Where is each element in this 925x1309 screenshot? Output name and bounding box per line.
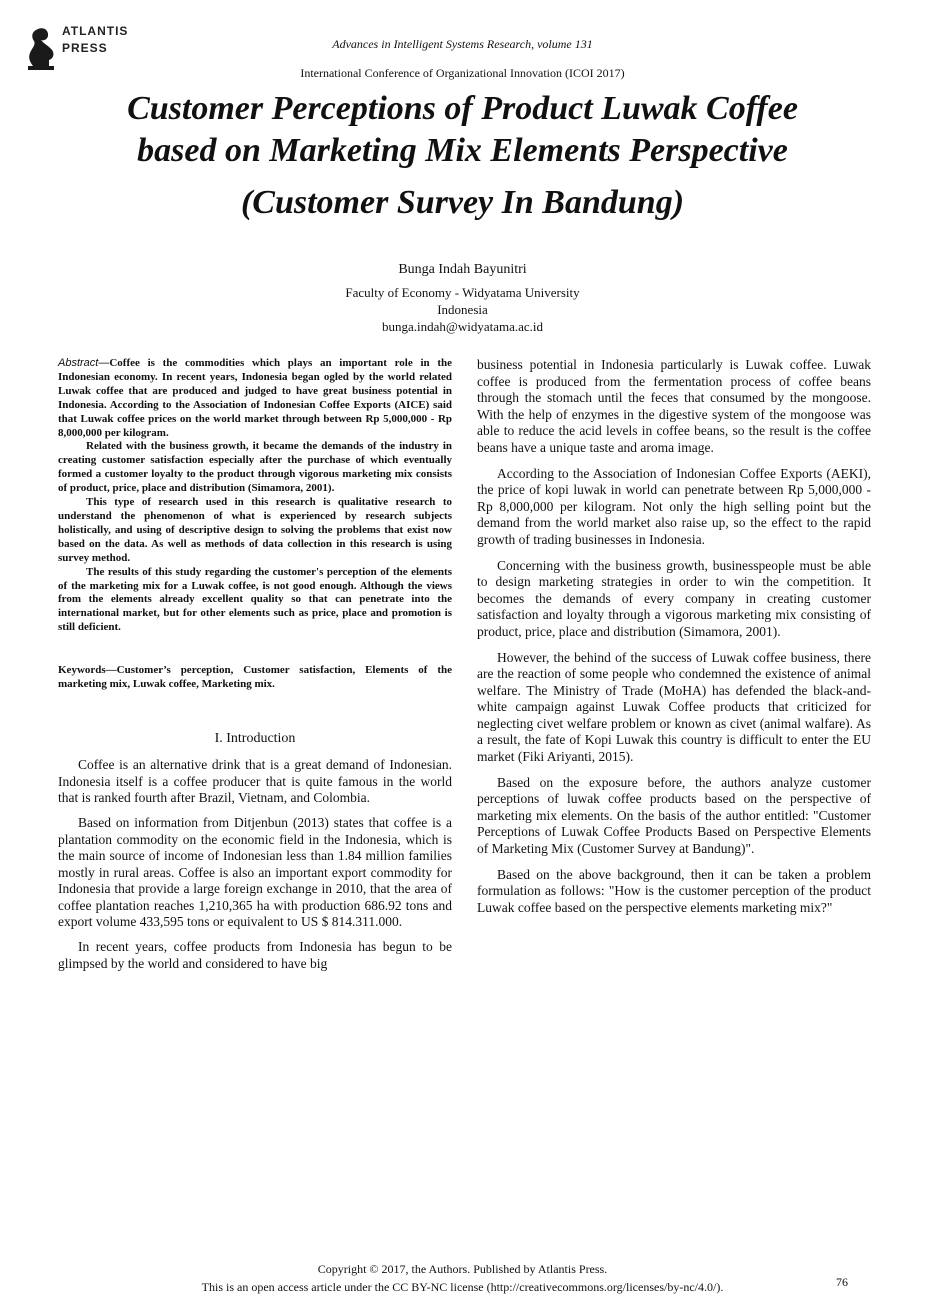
series-title: Advances in Intelligent Systems Research, volume 131	[332, 37, 593, 51]
right-paragraph-1: business potential in Indonesia particularly is Luwak coffee. Luwak coffee is produced from the fermentation process of coffee beans through the stomach until the feces that consumed by the mongoose. With the help of enzymes in the digestive system of the mongoose was able to reduce the acid levels in coffee beans, so the result is the coffee beans have a unique taste and aroma image.	[477, 357, 871, 455]
intro-paragraph-2: Based on information from Ditjenbun (2013) states that coffee is a plantation commodity on the economic field in the Indonesia, which is the main source of income of Indonesian less than 1.84 million families mostly in rural areas. Coffee is also an important export commodity for Indonesia that provide a large foreign exchange in 2010, that the area of coffee plantation reaches 1,210,365 ha with production 686.92 tons and export volume 433,595 tons or equivalent to US $ 814.311.000.	[58, 814, 452, 930]
logo-text-press: PRESS	[62, 41, 108, 55]
title-line-2: based on Marketing Mix Elements Perspective	[137, 132, 788, 169]
conference-name: International Conference of Organizational Innovation (ICOI 2017)	[300, 66, 625, 80]
title-line-1: Customer Perceptions of Product Luwak Coffee	[127, 90, 798, 127]
left-column	[58, 357, 452, 980]
abstract	[58, 357, 452, 635]
title-line-3: (Customer Survey In Bandung)	[240, 184, 685, 221]
author-name: Bunga Indah Bayunitri	[398, 262, 527, 277]
author-faculty: Faculty of Economy - Widyatama University	[345, 285, 580, 300]
abstract-label: Abstract—	[58, 357, 110, 369]
intro-paragraph-1: Coffee is an alternative drink that is a great demand of Indonesian. Indonesia itself is a coffee producer that is quite famous in the world that is ranked fourth after Brazil, Vietnam, and Colombia.	[58, 757, 452, 806]
right-column	[477, 357, 871, 925]
keywords: Keywords—Customer’s perception, Customer satisfaction, Elements of the marketing mix, Luwak coffee, Marketing mix.	[58, 664, 452, 691]
paper-title	[60, 88, 865, 224]
logo-text-atlantis: ATLANTIS	[62, 24, 129, 38]
abstract-paragraph-3: This type of research used in this research is qualitative research to understand the phenomenon of what is experienced by research subjects holistically, and using of descriptive design to solving the problems that exist now based on the data. As well as methods of data collection in this research is using survey method.	[58, 496, 452, 564]
footer-license: This is an open access article under the CC BY-NC license (http://creativecommons.org/licenses/by-nc/4.0/).	[201, 1280, 724, 1294]
abstract-paragraph-4: The results of this study regarding the customer's perception of the elements of the marketing mix for a Luwak coffee, is not good enough. Although the views from the elements already excellent quality so that can penetrate into the international market, but for other elements such as price, place and promotion is still deficient.	[58, 565, 452, 634]
right-paragraph-5: Based on the exposure before, the authors analyze customer perceptions of luwak coffee products based on the perspective of marketing mix elements. On the basis of the author entitled: "Customer Perceptions of Luwak Coffee Products Based on Perspective Elements of Marketing Mix (Customer Survey at Bandung)".	[477, 774, 871, 857]
right-paragraph-2: According to the Association of Indonesian Coffee Exports (AEKI), the price of kopi luwak in world can penetrate between Rp 5,000,000 - Rp 8,000,000 per kilogram. Not only the high selling point but the demand from the world market also raise up, so the effect to the rapid growth of trading businesses in Indonesia.	[477, 465, 871, 547]
author-affiliation	[0, 284, 925, 335]
right-paragraph-6: Based on the above background, then it can be taken a problem formulation as follows: "How is the customer perception of the product Luwak coffee based on the perspective elements marketing mix?"	[477, 866, 871, 915]
abstract-paragraph-2: Related with the business growth, it became the demands of the industry in creating customer satisfaction especially after the purchase of which eventually formed a customer loyalty to the product through vigorous marketing mix consists of product, price, place and distribution (Simamora, 2001).	[58, 440, 452, 495]
footer	[0, 1260, 925, 1296]
page-number: 76	[836, 1275, 848, 1289]
footer-copyright: Copyright © 2017, the Authors. Published by Atlantis Press.	[317, 1262, 608, 1276]
intro-paragraph-3: In recent years, coffee products from Indonesia has begun to be glimpsed by the world and considered to have big	[58, 939, 452, 971]
right-paragraph-3: Concerning with the business growth, businesspeople must be able to design marketing strategies in order to win the competition. It becomes the demands of every company in creating customer satisfaction and loyalty through a vigorous marketing mix consisting of product, price, place and distribution (Simamora, 2001).	[477, 557, 871, 639]
author-email: bunga.indah@widyatama.ac.id	[381, 319, 544, 334]
abstract-paragraph-1: Abstract—Coffee is the commodities which plays an important role in the Indonesian economy. In recent years, Indonesia began ogled by the world related Luwak coffee that are produced and judged to have great business potential in Indonesia. According to the Association of Indonesian Coffee Exports (AICE) said that Luwak coffee prices on the world market through between Rp 5,000,000 - Rp 8,000,000 per kilogram.	[58, 357, 452, 439]
section-heading-introduction: I. Introduction	[214, 731, 296, 747]
author-country: Indonesia	[437, 302, 488, 317]
right-paragraph-4: However, the behind of the success of Luwak coffee business, there are the reaction of some people who condemned the existence of animal welfare. The Ministry of Trade (MoHA) has defended the black-and-white campaign against Luwak Coffee products that criticized for neglecting civet welfare problem or known as civet (animal walfare). As a result, the fate of Kopi Luwak this country is difficult to enter the EU market (Fiki Ariyanti, 2015).	[477, 649, 871, 765]
